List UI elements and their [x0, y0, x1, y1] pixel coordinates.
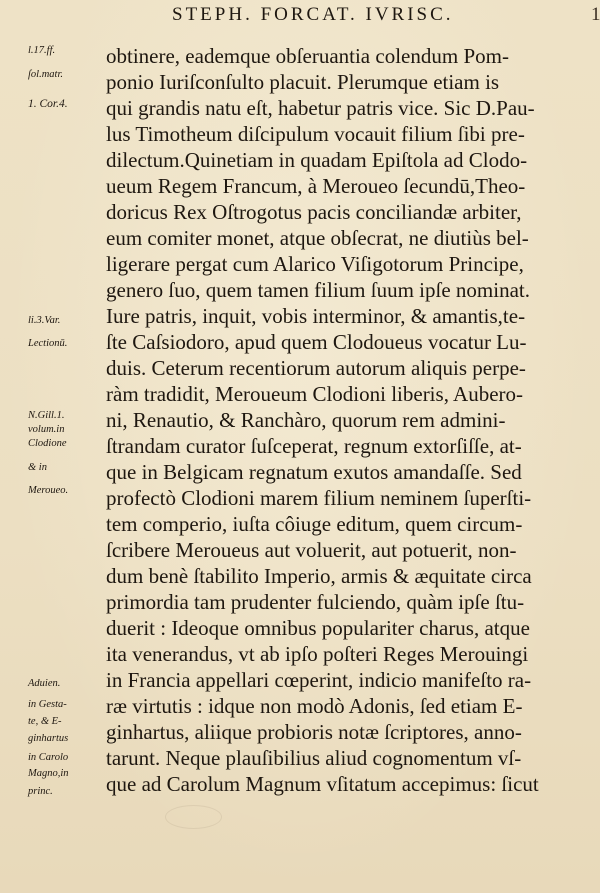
text-line: ràm tradidit, Meroueum Clodioni liberis, Aubero- — [106, 382, 524, 406]
margin-note: te, & E- — [28, 716, 62, 727]
margin-note: 1. Cor.4. — [28, 98, 68, 110]
text-line: ni, Renautio, & Ranchàro, quorum rem admini- — [106, 408, 506, 432]
text-line: Iure patris, inquit, vobis interminor, & amantis,te- — [106, 304, 526, 328]
text-line: tem comperio, iuſta côiuge editum, quem circum- — [106, 512, 523, 536]
text-line: ſte Caſsiodoro, apud quem Clodoueus vocatur Lu- — [106, 330, 527, 354]
text-line: genero ſuo, quem tamen filium ſuum ipſe nominat. — [106, 278, 530, 302]
text-line: profectò Clodioni marem filium neminem ſuperſti- — [106, 486, 532, 510]
margin-note: princ. — [28, 786, 53, 797]
text-line: que in Belgicam regnatum exutos amandaſſe. Sed — [106, 460, 522, 484]
margin-note: in Gesta- — [28, 699, 67, 710]
margin-note: N.Gill.1. — [28, 410, 65, 421]
text-line: ueum Regem Francum, à Meroueo ſecundū,Theo- — [106, 174, 526, 198]
margin-note: li.3.Var. — [28, 315, 61, 326]
running-head: STEPH. FORCAT. IVRISC. — [172, 4, 454, 25]
margin-note: Clodione — [28, 438, 67, 449]
text-line: ginhartus, aliique probioris notæ ſcriptores, anno- — [106, 720, 522, 744]
text-line: que ad Carolum Magnum vſitatum accepimus: ſicut — [106, 772, 539, 796]
text-line: ſtrandam curator ſuſceperat, regnum extorſiſſe, at- — [106, 434, 522, 458]
margin-note: volum.in — [28, 424, 65, 435]
text-line: doricus Rex Oſtrogotus pacis conciliandæ arbiter, — [106, 200, 522, 224]
text-line: in Francia appellari cœperint, indicio manifeſto ra- — [106, 668, 532, 692]
margin-note: Magno,in — [28, 768, 69, 779]
text-line: dum benè ſtabilito Imperio, armis & æquitate circa — [106, 564, 532, 588]
text-line: dilectum.Quinetiam in quadam Epiſtola ad Clodo- — [106, 148, 528, 172]
text-line: eum comiter monet, atque obſecrat, ne diutiùs bel- — [106, 226, 529, 250]
text-line: tarunt. Neque plauſibilius aliud cognomentum vſ- — [106, 746, 522, 770]
text-line: ligerare pergat cum Alarico Viſigotorum Principe, — [106, 252, 524, 276]
margin-note: Meroueo. — [28, 485, 69, 496]
margin-note: ginhartus — [28, 733, 69, 744]
margin-note: ſol.matr. — [28, 69, 64, 80]
folio-mark: 1 — [591, 4, 600, 25]
margin-note: in Carolo — [28, 752, 69, 763]
text-line: ræ virtutis : idque non modò Adonis, ſed etiam E- — [106, 694, 523, 718]
text-line: qui grandis natu eſt, habetur patris vice. Sic D.Pau- — [106, 96, 535, 120]
text-line: ita venerandus, vt ab ipſo poſteri Reges Merouingi — [106, 642, 529, 666]
text-line: primordia tam prudenter fulciendo, quàm ipſe ſtu- — [106, 590, 525, 614]
margin-note: l.17.ff. — [28, 45, 56, 56]
text-line: obtinere, eademque obſeruantia colendum Pom- — [106, 44, 509, 68]
margin-note: Aduien. — [28, 678, 61, 689]
text-line: ſcribere Meroueus aut voluerit, aut potuerit, non- — [106, 538, 517, 562]
show-through-mark — [165, 805, 222, 829]
text-line: ponio Iuriſconſulto placuit. Plerumque etiam is — [106, 70, 500, 94]
text-line: lus Timotheum diſcipulum vocauit filium ſibi pre- — [106, 122, 525, 146]
margin-note: Lectionū. — [28, 338, 68, 349]
text-line: duis. Ceterum recentiorum autorum aliquis perpe- — [106, 356, 526, 380]
margin-note: & in — [28, 462, 47, 473]
text-line: duerit : Ideoque omnibus populariter charus, atque — [106, 616, 530, 640]
